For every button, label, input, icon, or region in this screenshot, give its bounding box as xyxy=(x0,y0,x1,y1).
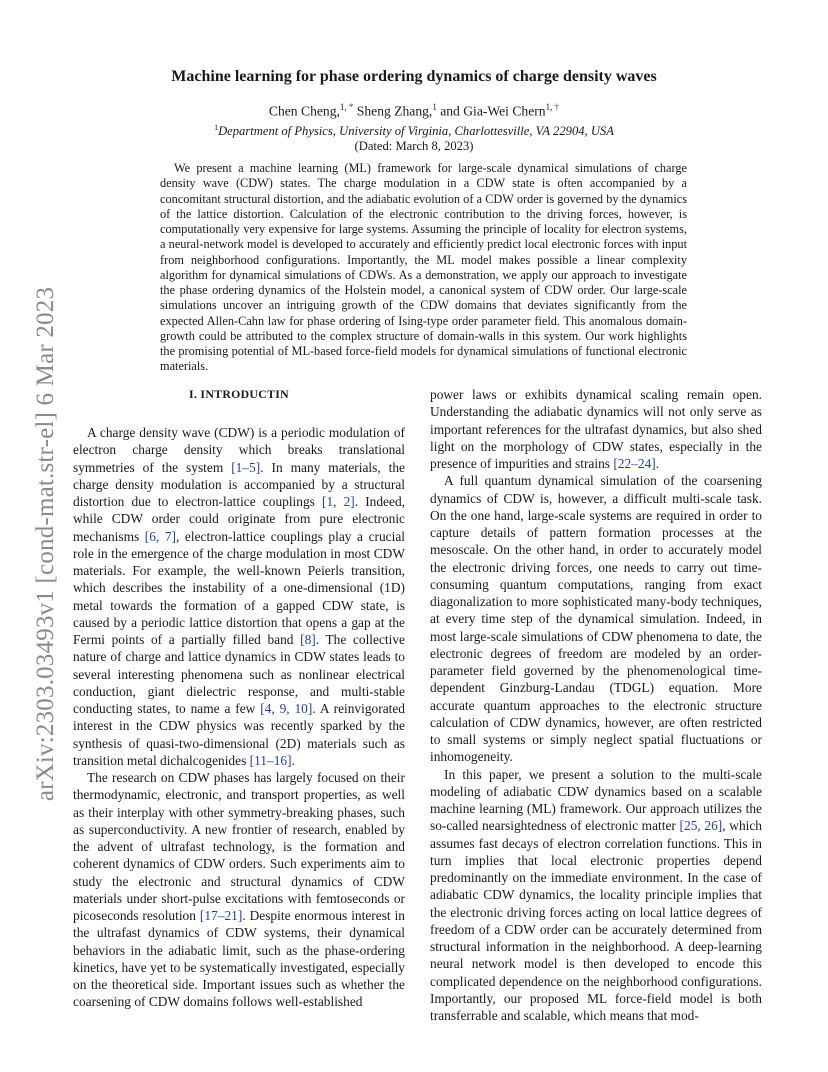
right-column xyxy=(430,386,762,1023)
body-paragraph xyxy=(73,424,405,769)
paragraph-text: . xyxy=(655,456,660,471)
citation-link[interactable]: [4, 9, 10] xyxy=(260,701,313,716)
citation-link[interactable]: [1, 2] xyxy=(321,494,355,509)
arxiv-sidebar xyxy=(30,258,62,830)
left-paragraphs xyxy=(73,424,405,1011)
affiliation-number: 1 xyxy=(214,123,219,132)
paragraph-text: . Indeed, while CDW order could originate from pure electronic mechanisms xyxy=(73,494,405,544)
author-affiliation-mark: 1, xyxy=(545,102,555,112)
paragraph-text: . A reinvigorated interest in the CDW physics was recently sparked by the synthesis of quasi-two-dimensional (2D) materials such as transition metal dichalcogenides xyxy=(73,701,405,768)
citation-link[interactable]: [25, 26] xyxy=(679,818,723,834)
paragraph-text: , which assumes fast decays of electron correlation functions. This in turn implies that local electronic properties depend predominantly on the immediate environment. In the case of adiabatic CDW dynamics, the locality principle implies that the electronic driving forces acting on local lattice degrees of freedom of a CDW order can be accurately determined from structural information in the neighborhood. A deep-learning neural network model is then developed to encode this complicated dependence on the neighborhood configurations. Importantly, our proposed ML force-field model is both transferrable and scalable, which means that mod- xyxy=(430,818,762,1023)
paragraph-text: In this paper, we present a solution to the multi-scale modeling of adiabatic CDW dynamics based on a scalable machine learning (ML) framework. Our approach utilizes the so-called nearsightedness of electronic matter xyxy=(430,766,762,834)
left-column xyxy=(73,386,405,1010)
author-name: Sheng Zhang, xyxy=(356,103,433,119)
citation-link[interactable]: [11–16] xyxy=(249,752,292,768)
citation-link[interactable]: [8] xyxy=(300,632,316,647)
paragraph-text: A full quantum dynamical simulation of the coarsening dynamics of CDW is, however, a difficult multi-scale task. On the one hand, large-scale systems are required in order to capture details of pattern formation processes at the mesoscale. On the other hand, in order to accurately model the electronic driving forces, one needs to carry out time-consuming quantum computations, ranging from exact diagonalization to more sophisticated many-body techniques, at every time step of the dynamical simulation. Indeed, in most large-scale simulations of CDW phenomena to date, the electronic degrees of freedom are modeled by an order-parameter field governed by the phenomenological time-dependent Ginzburg-Landau (TDGL) equation. More accurate quantum approaches to the electronic structure calculation of CDW dynamics, however, are often restricted to small systems or simply neglect spatial fluctuations or inhomogeneity. xyxy=(430,473,762,765)
citation-link[interactable]: [22–24] xyxy=(613,456,656,471)
dated-line: (Dated: March 8, 2023) xyxy=(354,139,474,153)
paragraph-text: . Despite enormous interest in the ultrafast dynamics of CDW systems, their dynamical behaviors in the adiabatic limit, such as the phase-ordering kinetics, have yet to be systematically investigated, especially on the theoretical side. Important issues such as whether the coarsening of CDW domains follows well-established xyxy=(73,908,405,1010)
body-paragraph xyxy=(430,766,762,1025)
paragraph-text: The research on CDW phases has largely focused on their thermodynamic, electronic, and transport properties, as well as their interplay with other symmetry-breaking phases, such as superconductivity. A new frontier of research, enabled by the advent of ultrafast technology, is the formation and coherent dynamics of CDW orders. Such experiments aim to study the electronic and structural dynamics of CDW materials under short-pulse excitations with femtoseconds or picoseconds resolution xyxy=(73,770,405,923)
paragraph-text: . xyxy=(291,752,295,768)
arxiv-identifier: arXiv:2303.03493v1 [cond-mat.str-el] 6 Mar 2023 xyxy=(32,286,59,802)
right-paragraphs xyxy=(430,386,762,1024)
paragraph-text: power laws or exhibits dynamical scaling remain open. Understanding the adiabatic dynamics will not only serve as important references for the ultrafast dynamics, but also shed light on the morphology of CDW states, especially in the presence of impurities and strains xyxy=(430,387,762,471)
author-affiliation-mark: 1, xyxy=(339,102,349,112)
footnote-link[interactable]: † xyxy=(554,102,560,112)
affiliation-text: Department of Physics, University of Virginia, Charlottesville, VA 22904, USA xyxy=(218,124,614,139)
citation-link[interactable]: [17–21] xyxy=(199,908,243,923)
section-heading: I. INTRODUCTIN xyxy=(189,387,289,401)
author-name: Chen Cheng, xyxy=(268,103,340,119)
paragraph-text: A charge density wave (CDW) is a periodic modulation of electron charge density which breaks translational symmetries of the system xyxy=(73,425,405,475)
abstract: We present a machine learning (ML) framework for large-scale dynamical simulations of charge density wave (CDW) states. The charge modulation in a CDW state is often accompanied by a concomitant structural distortion, and the adiabatic evolution of a CDW order is governed by the dynamics of the lattice distortion. Calculation of the electronic contribution to the driving forces, however, is computationally very expensive for large systems. Assuming the principle of locality for electron systems, a neural-network model is developed to accurately and efficiently predict local electronic forces with input from neighborhood configurations. Importantly, the ML model makes possible a linear complexity algorithm for dynamical simulations of CDWs. As a demonstration, we apply our approach to investigate the phase ordering dynamics of the Holstein model, a canonical system of CDW order. Our large-scale simulations uncover an intriguing growth of the CDW domains that deviates significantly from the expected Allen-Cahn law for phase ordering of Ising-type order parameter field. This anomalous domain-growth could be attributed to the complex structure of domain-walls in this system. Our work highlights the promising potential of ML-based force-field models for dynamical simulations of functional electronic materials. xyxy=(160,161,687,374)
body-paragraph xyxy=(73,769,405,1011)
body-paragraph xyxy=(430,386,762,472)
paragraph-text: . In many materials, the charge density modulation is accompanied by a structural distortion due to electron-lattice couplings xyxy=(73,459,405,509)
paper-title: Machine learning for phase ordering dynamics of charge density waves xyxy=(171,68,657,85)
paragraph-text: , electron-lattice couplings play a crucial role in the emergence of the charge modulation in most CDW materials. For example, the well-known Peierls transition, which describes the instability of a one-dimensional (1D) metal towards the formation of a gapped CDW state, is caused by a periodic lattice distortion that opens a gap at the Fermi points of a partially filled band xyxy=(73,528,405,647)
citation-link[interactable]: [1–5] xyxy=(231,459,261,475)
body-paragraph xyxy=(430,472,762,765)
author-list xyxy=(74,102,754,120)
affiliation xyxy=(74,123,754,139)
author-affiliation-mark: 1 xyxy=(432,102,437,112)
footnote-link[interactable]: * xyxy=(348,102,354,112)
paragraph-text: . The collective nature of charge and lattice dynamics in CDW states leads to several interesting phenomena such as nonlinear electrical conduction, giant dielectric response, and multi-stable conducting states, to name a few xyxy=(73,632,405,716)
author-name: and Gia-Wei Chern xyxy=(440,103,546,119)
citation-link[interactable]: [6, 7] xyxy=(144,528,176,544)
